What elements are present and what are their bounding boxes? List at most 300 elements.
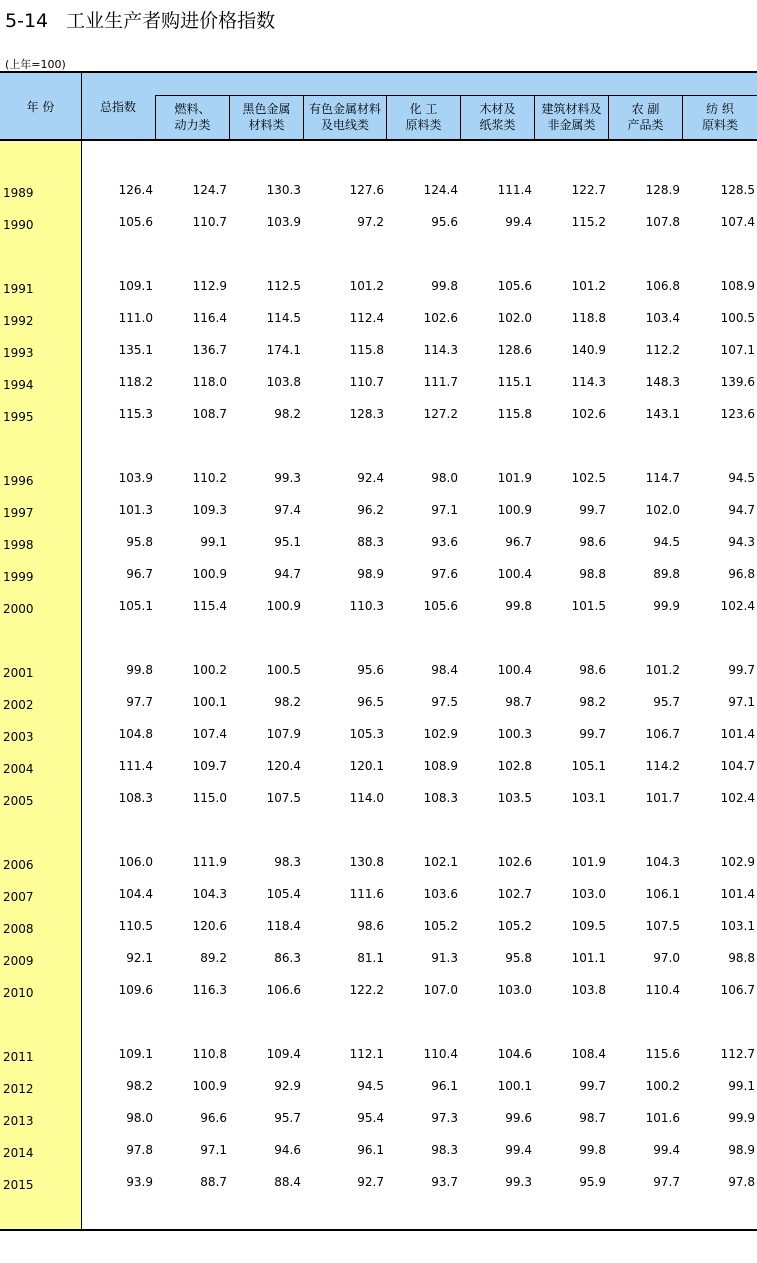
- value-cell: 94.6: [274, 1143, 301, 1157]
- value-cell: 106.7: [720, 983, 755, 997]
- value-cell: 100.9: [192, 1079, 227, 1093]
- year-cell: 2010: [3, 986, 34, 1000]
- value-cell: 108.7: [192, 407, 227, 421]
- value-cell: 100.2: [192, 663, 227, 677]
- value-cell: 102.0: [645, 503, 680, 517]
- table-row: [0, 343, 757, 361]
- value-cell: 99.8: [431, 279, 458, 293]
- table-row: [0, 215, 757, 233]
- data-table: [0, 71, 757, 1231]
- value-cell: 95.8: [126, 535, 153, 549]
- table-row: [0, 855, 757, 873]
- header-col-label: 材料类: [248, 118, 285, 132]
- year-cell: 2001: [3, 666, 34, 680]
- value-cell: 100.5: [266, 663, 301, 677]
- value-cell: 108.9: [423, 759, 458, 773]
- value-cell: 101.6: [645, 1111, 680, 1125]
- value-cell: 97.0: [653, 951, 680, 965]
- value-cell: 109.1: [118, 279, 153, 293]
- header-col-1: [155, 95, 229, 139]
- value-cell: 95.6: [431, 215, 458, 229]
- value-cell: 101.4: [720, 887, 755, 901]
- value-cell: 106.6: [266, 983, 301, 997]
- value-cell: 104.8: [118, 727, 153, 741]
- page-title: [5, 6, 275, 33]
- year-cell: 1996: [3, 474, 34, 488]
- header-col-label: 木材及: [479, 102, 516, 116]
- value-cell: 111.6: [349, 887, 384, 901]
- value-cell: 112.5: [266, 279, 301, 293]
- value-cell: 97.6: [431, 567, 458, 581]
- table-header: [0, 71, 757, 141]
- value-cell: 102.4: [720, 599, 755, 613]
- value-cell: 102.8: [497, 759, 532, 773]
- value-cell: 97.2: [357, 215, 384, 229]
- header-col-6: [534, 95, 608, 139]
- header-total: 总指数: [99, 100, 136, 114]
- value-cell: 109.5: [571, 919, 606, 933]
- year-cell: 2015: [3, 1178, 34, 1192]
- value-cell: 103.1: [720, 919, 755, 933]
- value-cell: 101.2: [571, 279, 606, 293]
- value-cell: 114.7: [645, 471, 680, 485]
- value-cell: 101.9: [571, 855, 606, 869]
- year-cell: 2014: [3, 1146, 34, 1160]
- value-cell: 112.2: [645, 343, 680, 357]
- value-cell: 88.3: [357, 535, 384, 549]
- value-cell: 112.7: [720, 1047, 755, 1061]
- value-cell: 105.6: [423, 599, 458, 613]
- value-cell: 107.5: [266, 791, 301, 805]
- header-col-label: 纸浆类: [479, 118, 516, 132]
- value-cell: 111.7: [423, 375, 458, 389]
- header-col-label: 产品类: [627, 118, 664, 132]
- value-cell: 98.2: [274, 695, 301, 709]
- value-cell: 103.0: [571, 887, 606, 901]
- value-cell: 99.9: [728, 1111, 755, 1125]
- value-cell: 95.8: [505, 951, 532, 965]
- value-cell: 116.4: [192, 311, 227, 325]
- value-cell: 130.8: [349, 855, 384, 869]
- value-cell: 107.4: [192, 727, 227, 741]
- value-cell: 107.1: [720, 343, 755, 357]
- value-cell: 105.2: [423, 919, 458, 933]
- value-cell: 108.3: [118, 791, 153, 805]
- value-cell: 105.4: [266, 887, 301, 901]
- value-cell: 100.4: [497, 567, 532, 581]
- value-cell: 103.8: [571, 983, 606, 997]
- table-row: [0, 727, 757, 745]
- value-cell: 103.9: [266, 215, 301, 229]
- value-cell: 100.1: [192, 695, 227, 709]
- value-cell: 102.9: [423, 727, 458, 741]
- value-cell: 100.9: [497, 503, 532, 517]
- header-col-label: 农 副: [631, 102, 660, 116]
- value-cell: 99.7: [728, 663, 755, 677]
- value-cell: 97.8: [126, 1143, 153, 1157]
- year-cell: 2012: [3, 1082, 34, 1096]
- value-cell: 106.0: [118, 855, 153, 869]
- table-row: [0, 1143, 757, 1161]
- value-cell: 100.2: [645, 1079, 680, 1093]
- value-cell: 96.7: [126, 567, 153, 581]
- value-cell: 107.4: [720, 215, 755, 229]
- value-cell: 94.7: [728, 503, 755, 517]
- value-cell: 100.4: [497, 663, 532, 677]
- year-cell: 1999: [3, 570, 34, 584]
- value-cell: 120.1: [349, 759, 384, 773]
- value-cell: 98.9: [357, 567, 384, 581]
- value-cell: 140.9: [571, 343, 606, 357]
- value-cell: 109.3: [192, 503, 227, 517]
- value-cell: 109.4: [266, 1047, 301, 1061]
- value-cell: 110.7: [192, 215, 227, 229]
- value-cell: 96.6: [200, 1111, 227, 1125]
- value-cell: 88.7: [200, 1175, 227, 1189]
- value-cell: 112.1: [349, 1047, 384, 1061]
- table-row: [0, 567, 757, 585]
- value-cell: 115.6: [645, 1047, 680, 1061]
- value-cell: 103.4: [645, 311, 680, 325]
- value-cell: 108.4: [571, 1047, 606, 1061]
- year-cell: 2006: [3, 858, 34, 872]
- value-cell: 99.8: [126, 663, 153, 677]
- value-cell: 107.9: [266, 727, 301, 741]
- value-cell: 102.6: [497, 855, 532, 869]
- value-cell: 115.8: [497, 407, 532, 421]
- value-cell: 110.2: [192, 471, 227, 485]
- value-cell: 115.2: [571, 215, 606, 229]
- value-cell: 101.1: [571, 951, 606, 965]
- value-cell: 103.0: [497, 983, 532, 997]
- year-column-bg: [0, 141, 81, 1229]
- value-cell: 126.4: [118, 183, 153, 197]
- value-cell: 111.9: [192, 855, 227, 869]
- value-cell: 110.3: [349, 599, 384, 613]
- value-cell: 148.3: [645, 375, 680, 389]
- value-cell: 139.6: [720, 375, 755, 389]
- value-cell: 97.3: [431, 1111, 458, 1125]
- value-cell: 110.5: [118, 919, 153, 933]
- value-cell: 96.1: [431, 1079, 458, 1093]
- bottom-rule: [0, 1229, 757, 1231]
- value-cell: 114.5: [266, 311, 301, 325]
- year-cell: 2008: [3, 922, 34, 936]
- value-cell: 127.6: [349, 183, 384, 197]
- value-cell: 99.7: [579, 503, 606, 517]
- value-cell: 102.7: [497, 887, 532, 901]
- value-cell: 114.3: [423, 343, 458, 357]
- value-cell: 99.3: [274, 471, 301, 485]
- value-cell: 114.3: [571, 375, 606, 389]
- value-cell: 112.9: [192, 279, 227, 293]
- header-col-8: [682, 95, 757, 139]
- value-cell: 114.0: [349, 791, 384, 805]
- value-cell: 108.3: [423, 791, 458, 805]
- header-col-label: 原料类: [701, 118, 738, 132]
- value-cell: 105.1: [118, 599, 153, 613]
- value-cell: 98.6: [357, 919, 384, 933]
- value-cell: 110.4: [645, 983, 680, 997]
- value-cell: 106.7: [645, 727, 680, 741]
- value-cell: 99.4: [505, 215, 532, 229]
- value-cell: 97.7: [126, 695, 153, 709]
- value-cell: 96.2: [357, 503, 384, 517]
- value-cell: 115.1: [497, 375, 532, 389]
- value-cell: 94.3: [728, 535, 755, 549]
- value-cell: 96.5: [357, 695, 384, 709]
- value-cell: 105.3: [349, 727, 384, 741]
- header-col-label: 原料类: [405, 118, 442, 132]
- value-cell: 81.1: [357, 951, 384, 965]
- value-cell: 130.3: [266, 183, 301, 197]
- value-cell: 99.4: [653, 1143, 680, 1157]
- header-col-label: 建筑材料及: [541, 102, 602, 116]
- value-cell: 118.2: [118, 375, 153, 389]
- header-col-3: [303, 95, 386, 139]
- value-cell: 95.7: [653, 695, 680, 709]
- value-cell: 118.4: [266, 919, 301, 933]
- header-col-label: 黑色金属: [242, 102, 291, 116]
- value-cell: 94.7: [274, 567, 301, 581]
- value-cell: 98.3: [431, 1143, 458, 1157]
- value-cell: 99.9: [653, 599, 680, 613]
- year-cell: 2002: [3, 698, 34, 712]
- value-cell: 100.1: [497, 1079, 532, 1093]
- year-cell: 2011: [3, 1050, 34, 1064]
- value-cell: 116.3: [192, 983, 227, 997]
- value-cell: 118.8: [571, 311, 606, 325]
- value-cell: 98.0: [126, 1111, 153, 1125]
- year-cell: 1989: [3, 186, 34, 200]
- table-row: [0, 375, 757, 393]
- value-cell: 102.4: [720, 791, 755, 805]
- value-cell: 104.3: [645, 855, 680, 869]
- table-row: [0, 1111, 757, 1129]
- header-col-label: 纺 织: [706, 102, 734, 116]
- value-cell: 99.7: [579, 727, 606, 741]
- value-cell: 107.0: [423, 983, 458, 997]
- value-cell: 114.2: [645, 759, 680, 773]
- value-cell: 94.5: [357, 1079, 384, 1093]
- year-cell: 1998: [3, 538, 34, 552]
- value-cell: 95.9: [579, 1175, 606, 1189]
- value-cell: 97.1: [728, 695, 755, 709]
- value-cell: 99.7: [579, 1079, 606, 1093]
- value-cell: 92.4: [357, 471, 384, 485]
- value-cell: 105.2: [497, 919, 532, 933]
- table-row: [0, 311, 757, 329]
- value-cell: 97.1: [200, 1143, 227, 1157]
- value-cell: 99.3: [505, 1175, 532, 1189]
- value-cell: 97.5: [431, 695, 458, 709]
- value-cell: 112.4: [349, 311, 384, 325]
- value-cell: 92.9: [274, 1079, 301, 1093]
- value-cell: 93.6: [431, 535, 458, 549]
- header-col-label: 及电线类: [320, 118, 369, 132]
- year-cell: 2013: [3, 1114, 34, 1128]
- value-cell: 100.5: [720, 311, 755, 325]
- value-cell: 124.7: [192, 183, 227, 197]
- value-cell: 95.4: [357, 1111, 384, 1125]
- header-col-7: [608, 95, 682, 139]
- table-row: [0, 695, 757, 713]
- value-cell: 98.2: [579, 695, 606, 709]
- value-cell: 104.6: [497, 1047, 532, 1061]
- year-cell: 2005: [3, 794, 34, 808]
- value-cell: 98.8: [728, 951, 755, 965]
- value-cell: 93.9: [126, 1175, 153, 1189]
- value-cell: 103.1: [571, 791, 606, 805]
- value-cell: 107.5: [645, 919, 680, 933]
- value-cell: 94.5: [728, 471, 755, 485]
- year-cell: 2009: [3, 954, 34, 968]
- table-row: [0, 183, 757, 201]
- year-cell: 1993: [3, 346, 34, 360]
- year-cell: 2003: [3, 730, 34, 744]
- value-cell: 97.1: [431, 503, 458, 517]
- year-cell: 1992: [3, 314, 34, 328]
- value-cell: 99.8: [505, 599, 532, 613]
- value-cell: 99.8: [579, 1143, 606, 1157]
- value-cell: 91.3: [431, 951, 458, 965]
- table-row: [0, 983, 757, 1001]
- table-number: 5-14: [5, 10, 49, 32]
- value-cell: 102.5: [571, 471, 606, 485]
- value-cell: 101.5: [571, 599, 606, 613]
- value-cell: 122.7: [571, 183, 606, 197]
- value-cell: 127.2: [423, 407, 458, 421]
- value-cell: 103.5: [497, 791, 532, 805]
- value-cell: 97.4: [274, 503, 301, 517]
- value-cell: 102.6: [571, 407, 606, 421]
- value-cell: 92.7: [357, 1175, 384, 1189]
- year-cell: 2007: [3, 890, 34, 904]
- value-cell: 98.8: [579, 567, 606, 581]
- value-cell: 103.9: [118, 471, 153, 485]
- table-row: [0, 791, 757, 809]
- value-cell: 118.0: [192, 375, 227, 389]
- value-cell: 97.7: [653, 1175, 680, 1189]
- value-cell: 111.0: [118, 311, 153, 325]
- table-row: [0, 535, 757, 553]
- table-row: [0, 279, 757, 297]
- value-cell: 100.3: [497, 727, 532, 741]
- value-cell: 101.2: [645, 663, 680, 677]
- value-cell: 86.3: [274, 951, 301, 965]
- value-cell: 135.1: [118, 343, 153, 357]
- table-row: [0, 919, 757, 937]
- year-cell: 1995: [3, 410, 34, 424]
- value-cell: 128.5: [720, 183, 755, 197]
- value-cell: 98.3: [274, 855, 301, 869]
- value-cell: 98.4: [431, 663, 458, 677]
- value-cell: 105.6: [118, 215, 153, 229]
- year-cell: 2000: [3, 602, 34, 616]
- value-cell: 104.3: [192, 887, 227, 901]
- value-cell: 107.8: [645, 215, 680, 229]
- value-cell: 100.9: [266, 599, 301, 613]
- header-col-label: 动力类: [174, 118, 211, 132]
- value-cell: 101.4: [720, 727, 755, 741]
- header-col-2: [229, 95, 303, 139]
- value-cell: 115.4: [192, 599, 227, 613]
- value-cell: 98.7: [505, 695, 532, 709]
- value-cell: 100.9: [192, 567, 227, 581]
- year-cell: 1991: [3, 282, 34, 296]
- value-cell: 94.5: [653, 535, 680, 549]
- header-col-5: [460, 95, 534, 139]
- value-cell: 122.2: [349, 983, 384, 997]
- value-cell: 106.1: [645, 887, 680, 901]
- value-cell: 136.7: [192, 343, 227, 357]
- table-row: [0, 1047, 757, 1065]
- value-cell: 96.8: [728, 567, 755, 581]
- value-cell: 110.4: [423, 1047, 458, 1061]
- value-cell: 102.0: [497, 311, 532, 325]
- value-cell: 99.1: [200, 535, 227, 549]
- value-cell: 102.9: [720, 855, 755, 869]
- value-cell: 101.2: [349, 279, 384, 293]
- table-row: [0, 407, 757, 425]
- table-title: 工业生产者购进价格指数: [66, 10, 276, 32]
- value-cell: 120.4: [266, 759, 301, 773]
- value-cell: 103.6: [423, 887, 458, 901]
- value-cell: 99.4: [505, 1143, 532, 1157]
- value-cell: 88.4: [274, 1175, 301, 1189]
- value-cell: 109.6: [118, 983, 153, 997]
- value-cell: 102.1: [423, 855, 458, 869]
- value-cell: 110.7: [349, 375, 384, 389]
- value-cell: 95.6: [357, 663, 384, 677]
- value-cell: 104.4: [118, 887, 153, 901]
- table-row: [0, 599, 757, 617]
- value-cell: 104.7: [720, 759, 755, 773]
- value-cell: 120.6: [192, 919, 227, 933]
- value-cell: 98.0: [431, 471, 458, 485]
- header-col-label: 化 工: [409, 102, 438, 116]
- header-col-4: [386, 95, 460, 139]
- table-row: [0, 503, 757, 521]
- value-cell: 101.7: [645, 791, 680, 805]
- value-cell: 98.6: [579, 535, 606, 549]
- value-cell: 98.2: [274, 407, 301, 421]
- header-col-label: 燃料、: [174, 102, 211, 116]
- unit-note: (上年=100): [5, 58, 66, 71]
- value-cell: 102.6: [423, 311, 458, 325]
- value-cell: 128.6: [497, 343, 532, 357]
- value-cell: 108.9: [720, 279, 755, 293]
- value-cell: 115.3: [118, 407, 153, 421]
- value-cell: 98.6: [579, 663, 606, 677]
- year-cell: 2004: [3, 762, 34, 776]
- value-cell: 99.1: [728, 1079, 755, 1093]
- value-cell: 89.2: [200, 951, 227, 965]
- value-cell: 98.7: [579, 1111, 606, 1125]
- value-cell: 143.1: [645, 407, 680, 421]
- value-cell: 124.4: [423, 183, 458, 197]
- value-cell: 111.4: [497, 183, 532, 197]
- year-cell: 1990: [3, 218, 34, 232]
- value-cell: 123.6: [720, 407, 755, 421]
- value-cell: 115.8: [349, 343, 384, 357]
- header-col-label: 非金属类: [547, 118, 596, 132]
- value-cell: 95.1: [274, 535, 301, 549]
- year-cell: 1994: [3, 378, 34, 392]
- value-cell: 96.1: [357, 1143, 384, 1157]
- table-row: [0, 887, 757, 905]
- value-cell: 110.8: [192, 1047, 227, 1061]
